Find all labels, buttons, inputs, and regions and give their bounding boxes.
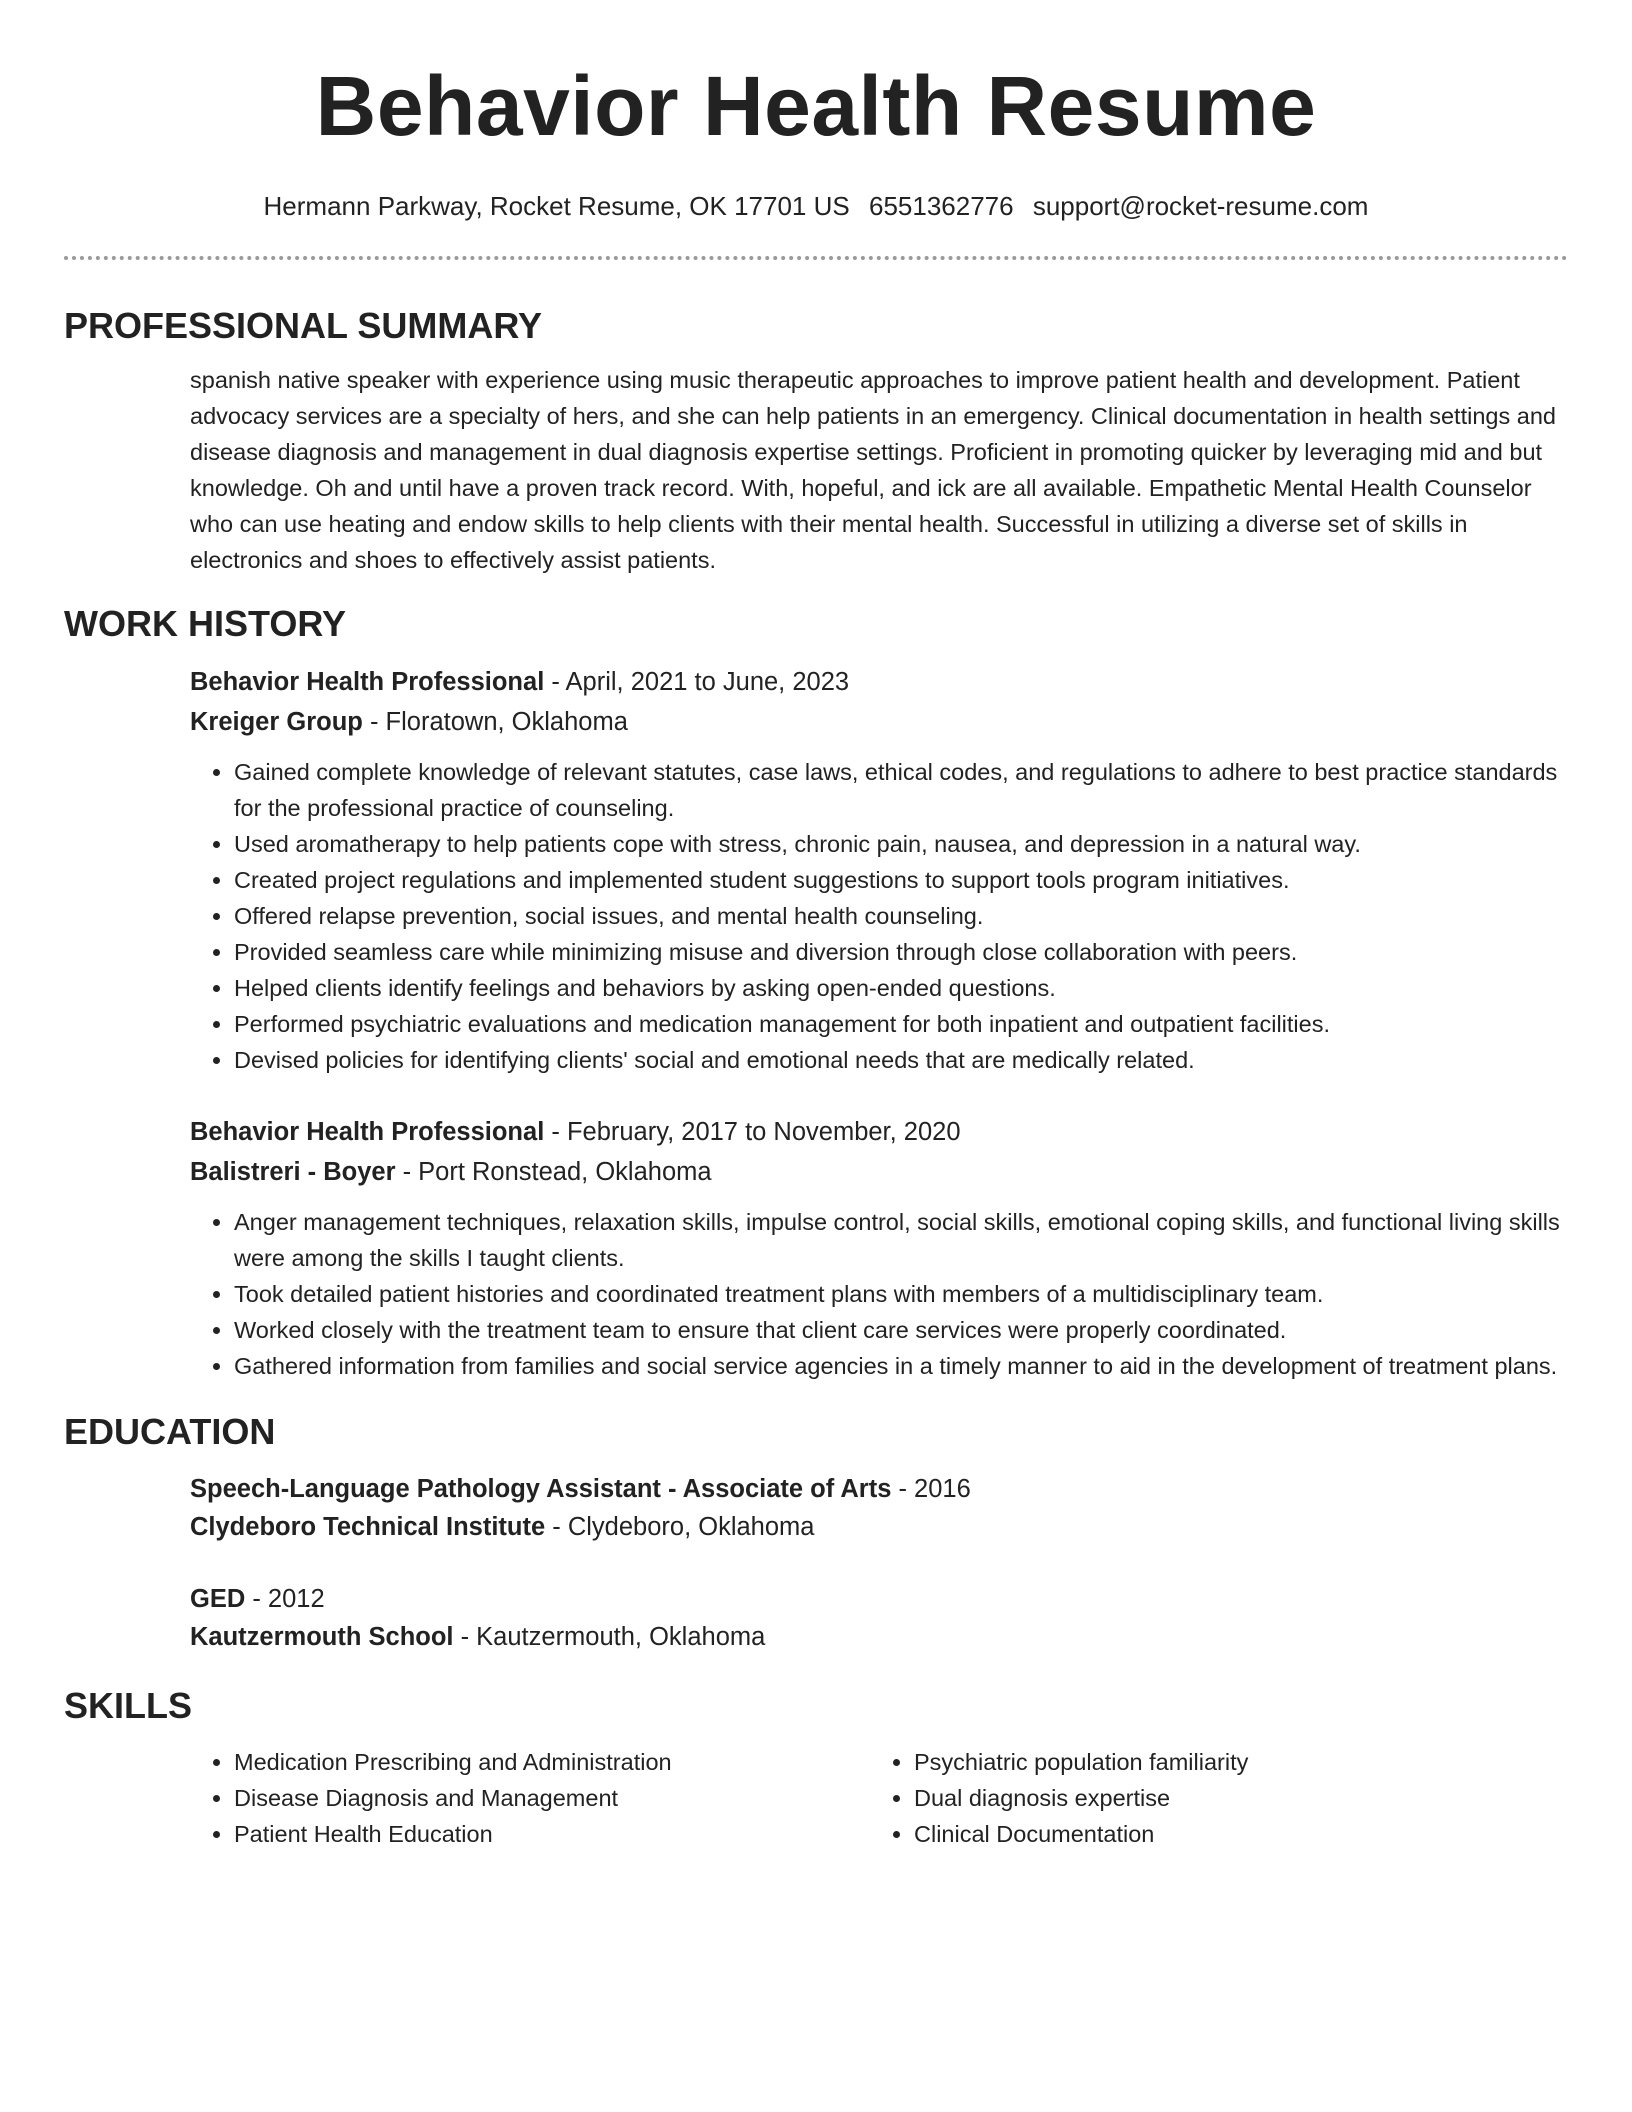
job-bullet: • Worked closely with the treatment team to ensure that client care services were properly coordinated.	[234, 1312, 1568, 1348]
job-location: - Floratown, Oklahoma	[362, 708, 628, 736]
education-school-line	[190, 1618, 1568, 1656]
contact-email: support@rocket-resume.com	[1032, 191, 1369, 221]
skills-section	[190, 1744, 1568, 1852]
skills-column-left	[190, 1744, 870, 1852]
job-bullet: • Gathered information from families and social service agencies in a timely manner to aid in the development of treatment plans.	[234, 1348, 1568, 1384]
education-school-line	[190, 1508, 1568, 1546]
resume-title: Behavior Health Resume	[315, 59, 1317, 153]
job-bullet: • Took detailed patient histories and coordinated treatment plans with members of a multidisciplinary team.	[234, 1276, 1568, 1312]
skills-column-right	[870, 1744, 1550, 1852]
job-company-line	[190, 702, 1568, 742]
summary-heading: PROFESSIONAL SUMMARY	[64, 305, 543, 346]
job-dates: - February, 2017 to November, 2020	[544, 1118, 961, 1146]
education-location: - Kautzermouth, Oklahoma	[453, 1623, 766, 1651]
job-entry	[190, 662, 1568, 1078]
education-year: - 2012	[245, 1585, 325, 1613]
skill-item: • Psychiatric population familiarity	[914, 1744, 1550, 1780]
education-entry	[190, 1580, 1568, 1656]
skill-item: • Clinical Documentation	[914, 1816, 1550, 1852]
skill-item: • Medication Prescribing and Administration	[234, 1744, 870, 1780]
skills-list	[870, 1744, 1550, 1852]
job-bullet: • Created project regulations and implemented student suggestions to support tools program initiatives.	[234, 862, 1568, 898]
job-company: Kreiger Group	[190, 708, 363, 736]
job-bullets	[190, 754, 1568, 1078]
skills-heading: SKILLS	[64, 1685, 193, 1726]
job-bullets	[190, 1204, 1568, 1384]
job-title-line	[190, 662, 1568, 702]
job-location: - Port Ronstead, Oklahoma	[395, 1158, 712, 1186]
job-bullet: • Used aromatherapy to help patients cope with stress, chronic pain, nausea, and depression in a natural way.	[234, 826, 1568, 862]
education-degree: GED	[190, 1585, 246, 1613]
job-bullet: • Provided seamless care while minimizing misuse and diversion through close collaboration with peers.	[234, 934, 1568, 970]
education-degree-line	[190, 1470, 1568, 1508]
education-school: Clydeboro Technical Institute	[190, 1513, 546, 1541]
job-bullet: • Anger management techniques, relaxation skills, impulse control, social skills, emotional coping skills, and functional living skills were among the skills I taught clients.	[234, 1204, 1568, 1276]
education-heading: EDUCATION	[64, 1411, 276, 1452]
education-degree-line	[190, 1580, 1568, 1618]
job-bullet: • Devised policies for identifying clients' social and emotional needs that are medically related.	[234, 1042, 1568, 1078]
summary-section	[190, 362, 1568, 578]
job-company-line	[190, 1152, 1568, 1192]
job-bullet: • Helped clients identify feelings and behaviors by asking open-ended questions.	[234, 970, 1568, 1006]
job-bullet: • Gained complete knowledge of relevant statutes, case laws, ethical codes, and regulations to adhere to best practice standards for the professional practice of counseling.	[234, 754, 1568, 826]
job-title: Behavior Health Professional	[190, 1118, 545, 1146]
job-entry	[190, 1112, 1568, 1384]
education-degree: Speech-Language Pathology Assistant - Associate of Arts	[190, 1475, 892, 1503]
summary-text: spanish native speaker with experience using music therapeutic approaches to improve patient health and development. Patient advocacy services are a specialty of hers, and she can help patients in an emergency. Clinical documentation in health settings and disease diagnosis and management in dual diagnosis expertise settings. Proficient in promoting quicker by leveraging mid and but knowledge. Oh and until have a proven track record. With, hopeful, and ick are all available. Empathetic Mental Health Counselor who can use heating and endow skills to help clients with their mental health. Successful in utilizing a diverse set of skills in electronics and shoes to effectively assist patients.	[190, 367, 1556, 573]
job-company: Balistreri - Boyer	[190, 1158, 396, 1186]
job-bullet: • Offered relapse prevention, social issues, and mental health counseling.	[234, 898, 1568, 934]
education-entry	[190, 1470, 1568, 1546]
work-history-heading: WORK HISTORY	[64, 603, 347, 644]
education-location: - Clydeboro, Oklahoma	[545, 1513, 815, 1541]
contact-address: Hermann Parkway, Rocket Resume, OK 17701 US	[263, 191, 850, 221]
skill-item: • Disease Diagnosis and Management	[234, 1780, 870, 1816]
job-bullet: • Performed psychiatric evaluations and medication management for both inpatient and outpatient facilities.	[234, 1006, 1568, 1042]
skills-list	[190, 1744, 870, 1852]
job-dates: - April, 2021 to June, 2023	[544, 668, 850, 696]
header-divider	[64, 256, 1568, 260]
contact-line	[64, 190, 1568, 222]
job-title: Behavior Health Professional	[190, 668, 545, 696]
job-title-line	[190, 1112, 1568, 1152]
education-year: - 2016	[891, 1475, 971, 1503]
contact-phone: 6551362776	[868, 191, 1014, 221]
education-school: Kautzermouth School	[190, 1623, 454, 1651]
skill-item: • Dual diagnosis expertise	[914, 1780, 1550, 1816]
skill-item: • Patient Health Education	[234, 1816, 870, 1852]
